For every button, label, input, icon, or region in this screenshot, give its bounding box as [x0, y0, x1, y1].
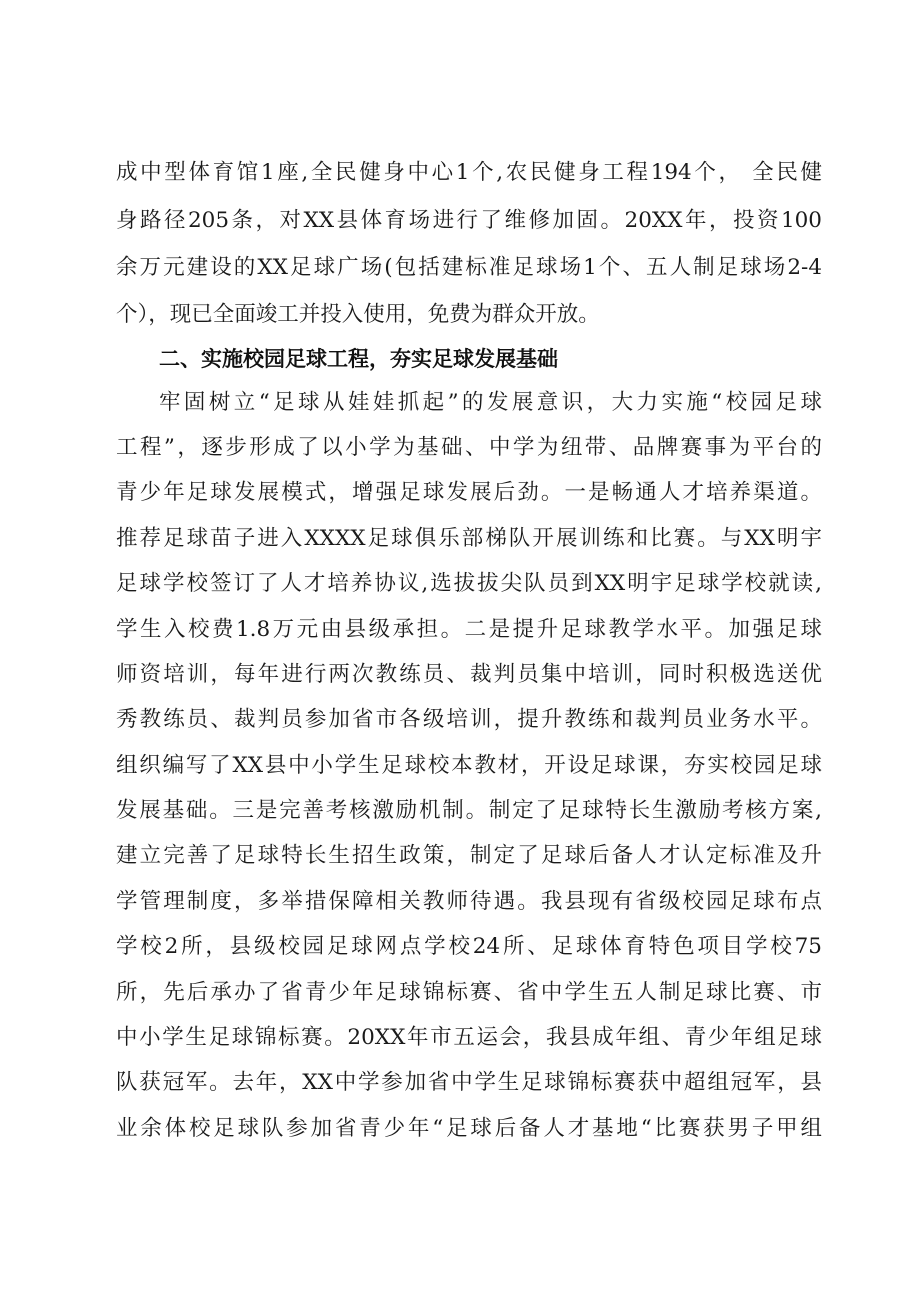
paragraph-line: 发展基础。三是完善考核激励机制。制定了足球特长生激励考核方案, [116, 798, 822, 823]
paragraph-line: 青少年足球发展模式，增强足球发展后劲。一是畅通人才培养渠道。 [116, 480, 822, 505]
paragraph-line: 所，先后承办了省青少年足球锦标赛、省中学生五人制足球比赛、市 [116, 980, 822, 1005]
paragraph-line: 学管理制度，多举措保障相关教师待遇。我县现有省级校园足球布点 [116, 889, 822, 914]
paragraph-line: 组织编写了XX县中小学生足球校本教材，开设足球课，夯实校园足球 [116, 753, 822, 778]
paragraph-line: 身路径205条，对XX县体育场进行了维修加固。20XX年，投资100 [116, 208, 822, 233]
section-heading: 二、实施校园足球工程，夯实足球发展基础 [159, 347, 558, 371]
paragraph-line: 足球学校签订了人才培养协议,选拔拔尖队员到XX明宇足球学校就读, [116, 571, 822, 596]
paragraph-line: 学生入校费1.8万元由县级承担。二是提升足球教学水平。加强足球 [116, 617, 822, 642]
paragraph-line: 余万元建设的XX足球广场(包括建标准足球场1个、五人制足球场2-4 [116, 255, 822, 280]
paragraph-line: 成中型体育馆1座,全民健身中心1个,农民健身工程194个， 全民健 [116, 160, 822, 185]
paragraph-line: 队获冠军。去年，XX中学参加省中学生足球锦标赛获中超组冠军，县 [116, 1070, 822, 1095]
paragraph-line: 个），现已全面竣工并投入使用，免费为群众开放。 [116, 302, 600, 327]
paragraph-line: 建立完善了足球特长生招生政策，制定了足球后备人才认定标准及升 [116, 843, 822, 868]
paragraph-line: 学校2所，县级校园足球网点学校24所、足球体育特色项目学校75 [116, 934, 822, 959]
paragraph-line: 秀教练员、裁判员参加省市各级培训，提升教练和裁判员业务水平。 [116, 707, 822, 732]
paragraph-line: 中小学生足球锦标赛。20XX年市五运会，我县成年组、青少年组足球 [116, 1025, 822, 1050]
paragraph-line: 业余体校足球队参加省青少年“足球后备人才基地“比赛获男子甲组 [116, 1116, 822, 1141]
paragraph-line: 推荐足球苗子进入XXXX足球俱乐部梯队开展训练和比赛。与XX明宇 [116, 526, 822, 551]
paragraph-line: 工程”，逐步形成了以小学为基础、中学为纽带、品牌赛事为平台的 [116, 435, 822, 460]
paragraph-line: 师资培训，每年进行两次教练员、裁判员集中培训，同时积极选送优 [116, 662, 822, 687]
paragraph-line: 牢固树立“足球从娃娃抓起”的发展意识，大力实施“校园足球 [159, 390, 822, 415]
